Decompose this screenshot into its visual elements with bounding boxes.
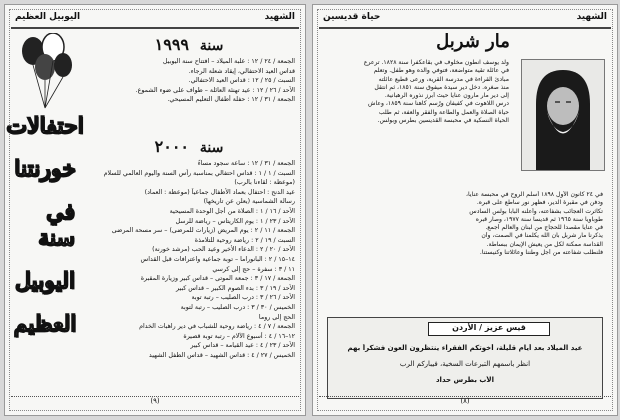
- article-title: مار شربل: [436, 31, 510, 52]
- vertical-title-word: اليوبيل: [14, 267, 76, 294]
- schedule-line: السبت / ٢٥ / ١٢ : قداس العيد الاحتفالي.: [188, 77, 295, 85]
- schedule-line: الأحد / ٢٦ / ١٢ : عيد تهنئة العائلة – طواف على ضوء الشموع.: [135, 86, 295, 94]
- announcement-box: [327, 317, 603, 399]
- schedule-line: الأحد / ١٩ / ٣ : بدء الصوم الكبير – قداس كبير: [176, 284, 295, 292]
- schedule-line: عيد الدنح : احتفال بعماد الأطفال جماعياً (موعظة : العماد): [144, 188, 295, 196]
- vertical-title-word: احتفالات: [6, 113, 84, 140]
- left-page: [4, 4, 306, 416]
- schedule-line: ١١ / ٣ : سفرة – حج إلى كرسي: [212, 265, 295, 273]
- year-heading: سنة ٢٠٠٠: [154, 137, 224, 156]
- schedule-line: الجمعة / ٢٤ / ١٢ : علبة الميلاد – افتتاح سنة اليوبيل: [162, 58, 295, 65]
- header-left-text: حياة قديسين: [323, 12, 381, 22]
- schedule-line: (موعظة : لقاءنا بالرب): [234, 179, 295, 187]
- schedule-line: الجمعة / ٧ / ٤ : رياضة روحية للشباب في دير راهبات الخدام: [139, 323, 295, 331]
- article-paragraph: في ٢٤ كانون الأول ١٨٩٨ أسلم الروح في محبسة عنايا، ودفن في مقبرة الدير، فظهر نور ساطع على قبره. تكاثرت العجائب بشفاعته، وأعلنه البابا بولس السادس طوباوياً سنة ١٩٦٥ ثم قديساً سنة ١٩٧٧، وصار قبره في عنايا مقصداً للحجاج من لبنان والعالم أجمع. يذكرنا مار شربل بأن الله يكلمنا في الصمت، وأن القداسة ممكنة لكل من يعيش الإيمان ببساطة. فلنطلب شفاعته من أجل وطننا وعائلاتنا وكنيستنا.: [466, 191, 603, 257]
- schedule-line: ١٤–١٥ / ٢ : البانوراما – توبة جماعية واعترافات قبل القداس: [140, 255, 295, 263]
- schedule-line: الجمعة / ٣١ / ١٢ : ساعة سجود مساءً: [197, 160, 295, 167]
- schedule-line: الجمعة / ١٧ / ٣ : جمعة الموتى – قداس كبير وزيارة المقبرة: [140, 275, 295, 283]
- schedule-line: الأحد / ٢٦ / ٣ : درب الصليب – رتبة توبة: [191, 294, 295, 302]
- announcement-line: عيد الميلاد بعد أيام قليلة، أخوتكم الفقراء ينتظرون العون فشكراً بهم: [347, 344, 583, 352]
- schedule-line: السبت / ١ / ١ : قداس احتفالي بمناسبة رأس السنة واليوم العالمي للسلام: [103, 169, 295, 177]
- header-left-text: اليوبيل العظيم: [15, 12, 81, 22]
- vertical-title-word: في سنة: [38, 198, 75, 251]
- schedule-line: رسالة الشماسية (يعلن عن تاريخها): [203, 198, 295, 206]
- schedule-line: الخميس / ٢٧ / ٤ : قداس الشهيد – قداس الطفل الشهيد: [148, 351, 295, 359]
- schedule-line: السبت / ١٩ / ٢ : رياضة روحية للتلامذة: [194, 236, 295, 244]
- right-page: [312, 4, 618, 416]
- schedule-line: الجمعة / ٣١ / ١٢ : حفلة أطفال التعليم المسيحي.: [167, 96, 295, 104]
- schedule-line: الأحد / ٢٠ / ٢ : الدعاء الأخير وعيد الحب (مرشد خورنة): [152, 246, 295, 254]
- page-header: [11, 11, 299, 29]
- article-paragraph: ولد يوسف انطون مخلوف في بقاعكفرا سنة ١٨٢٨. ترعرع في عائلة تقية متواضعة، فتوفي والده وهو طفل. وتعلم مبادئ القراءة في مدرسة القرية، ورعى قطيع عائلته منذ صغره. دخل دير سيدة ميفوق سنة ١٨٥١، ثم انتقل إلى دير مار مارون عنايا حيث أبرز نذوره الرهبانية. درس اللاهوت في كفيفان ورُسم كاهناً سنة ١٨٥٩، وعاش حياة الصلاة والعمل والطاعة والفقر والعفة، ثم طلب الحياة النسكية في محبسة القديسين بطرس وبولس.: [363, 59, 509, 125]
- schedule-2000: [83, 135, 295, 360]
- schedule-line: ١٢–١٦ / ٤ : أسبوع الآلام – رتبة توبة قصيرة: [183, 332, 295, 340]
- schedule-line: الأحد / ٢٣ / ١ : يوم الكاريتاس – رياضة للرسل: [175, 217, 295, 225]
- schedule-1999: [83, 33, 295, 105]
- page-number: (٨): [460, 397, 470, 405]
- page-footer: [11, 396, 299, 409]
- announcement-heading: قيس عزيز / الأردن: [428, 322, 550, 336]
- schedule-line: الجمعة / ١١ / ٢ : يوم المريض (زيارات للمرضى) – سر مسحة المرضى: [111, 227, 295, 235]
- header-right-text: الشهيد: [264, 12, 295, 22]
- vertical-title-word: العظيم: [13, 310, 77, 337]
- vertical-title-word: خورنتنا: [14, 156, 76, 183]
- schedule-line: الأحد / ٢٣ / ٤ : عيد القيامة – قداس كبير: [190, 342, 295, 350]
- page-number: (٩): [150, 397, 160, 405]
- schedule-line: الحج إلى روما: [258, 313, 295, 321]
- year-heading: سنة ١٩٩٩: [154, 35, 224, 54]
- schedule-line: الأحد / ١٦ / ١ : الصلاة من أجل الوحدة المسيحية: [169, 207, 295, 215]
- header-right-text: الشهيد: [576, 12, 607, 22]
- page-footer: [319, 396, 611, 409]
- announcement-line: انظر باسمهم التبرعات السخية، فيباركم الرب: [399, 360, 531, 368]
- saint-portrait-image: [521, 59, 605, 171]
- announcement-signature: الأب بطرس حداد: [435, 376, 495, 384]
- page-header: [319, 11, 611, 29]
- vertical-title: [6, 105, 84, 345]
- schedule-line: قداس العيد الاحتفالي، إيقاد شعلة الرجاء.: [188, 67, 295, 75]
- balloons-icon: [15, 33, 75, 113]
- schedule-line: الخميس / ٣٠ / ٣ : درب الصليب – رتبة لتوبة: [180, 303, 295, 311]
